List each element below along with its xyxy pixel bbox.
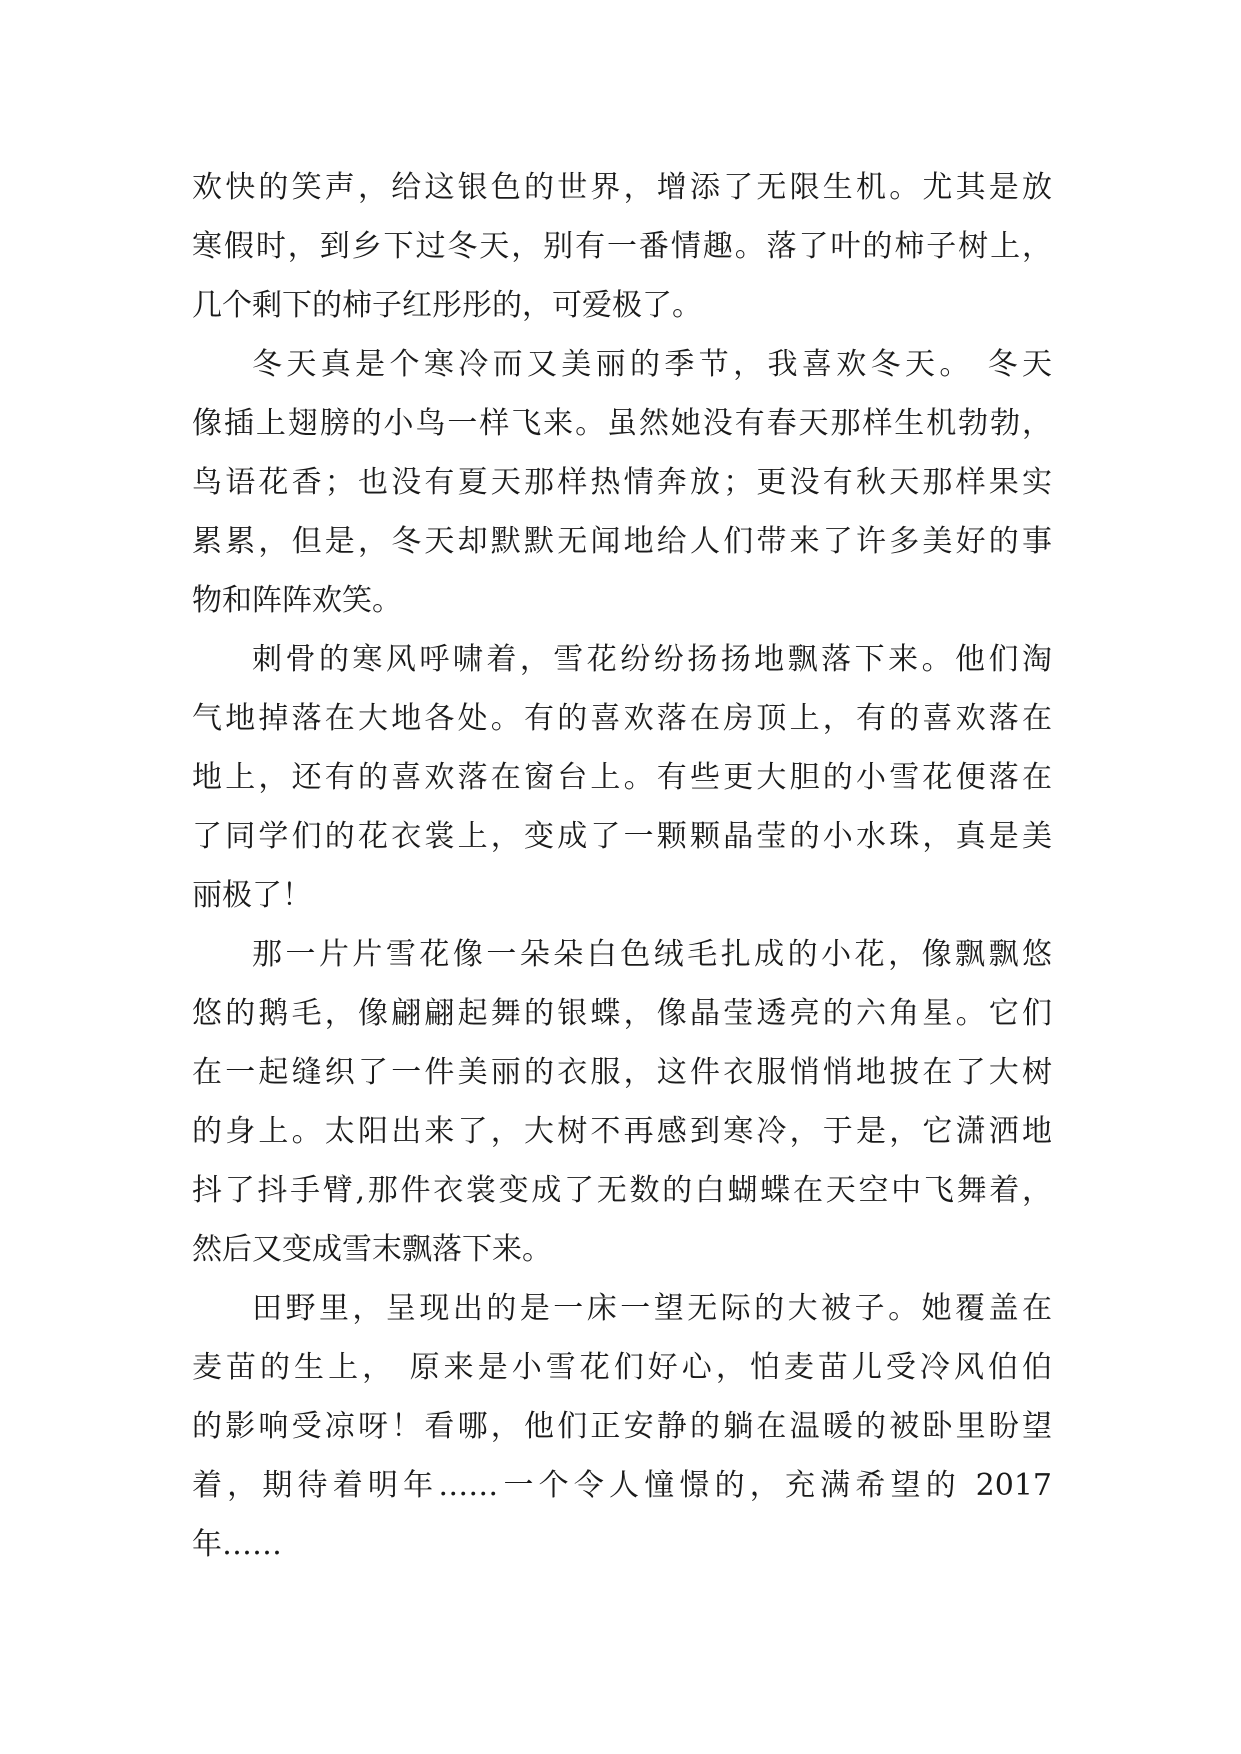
text-line: 的身上。太阳出来了，大树不再感到寒冷，于是，它潇洒地	[192, 1114, 1052, 1149]
text-line: 气地掉落在大地各处。有的喜欢落在房顶上，有的喜欢落在	[192, 701, 1052, 736]
text-line: 冬天真是个寒冷而又美丽的季节，我喜欢冬天。 冬天	[252, 347, 1052, 382]
text-line: 在一起缝织了一件美丽的衣服，这件衣服悄悄地披在了大树	[192, 1055, 1052, 1090]
text-line: 刺骨的寒风呼啸着，雪花纷纷扬扬地飘落下来。他们淘	[252, 642, 1052, 677]
text-line: 像插上翅膀的小鸟一样飞来。虽然她没有春天那样生机勃勃，	[192, 406, 1052, 441]
text-line: 寒假时，到乡下过冬天，别有一番情趣。落了叶的柿子树上，	[192, 229, 1052, 264]
text-line: 了同学们的花衣裳上，变成了一颗颗晶莹的小水珠，真是美	[192, 819, 1052, 854]
text-line: 鸟语花香；也没有夏天那样热情奔放；更没有秋天那样果实	[192, 465, 1052, 500]
text-line: 田野里，呈现出的是一床一望无际的大被子。她覆盖在	[252, 1291, 1052, 1326]
text-line: 麦苗的生上， 原来是小雪花们好心，怕麦苗儿受冷风伯伯	[192, 1350, 1052, 1385]
paragraph-5	[192, 1279, 1052, 1574]
text-line: 的影响受凉呀！看哪，他们正安静的躺在温暖的被卧里盼望	[192, 1409, 1052, 1444]
text-line: 累累，但是，冬天却默默无闻地给人们带来了许多美好的事	[192, 524, 1052, 559]
body-text	[192, 158, 1052, 1574]
text-line: 着，期待着明年……一个令人憧憬的，充满希望的 2017	[192, 1468, 1052, 1503]
text-line: 几个剩下的柿子红彤彤的，可爱极了。	[192, 288, 702, 323]
paragraph-3	[192, 630, 1052, 925]
text-line: 抖了抖手臂,那件衣裳变成了无数的白蝴蝶在天空中飞舞着，	[192, 1173, 1052, 1208]
text-line: 地上，还有的喜欢落在窗台上。有些更大胆的小雪花便落在	[192, 760, 1052, 795]
paragraph-4	[192, 925, 1052, 1279]
paragraph-1	[192, 158, 1052, 335]
text-line: 欢快的笑声，给这银色的世界，增添了无限生机。尤其是放	[192, 170, 1052, 205]
text-line: 丽极了！	[192, 878, 312, 913]
text-line: 悠的鹅毛，像翩翩起舞的银蝶，像晶莹透亮的六角星。它们	[192, 996, 1052, 1031]
text-line: 那一片片雪花像一朵朵白色绒毛扎成的小花，像飘飘悠	[252, 937, 1052, 972]
text-line: 年……	[192, 1527, 282, 1562]
paragraph-2	[192, 335, 1052, 630]
text-line: 然后又变成雪末飘落下来。	[192, 1232, 552, 1267]
text-line: 物和阵阵欢笑。	[192, 583, 402, 618]
